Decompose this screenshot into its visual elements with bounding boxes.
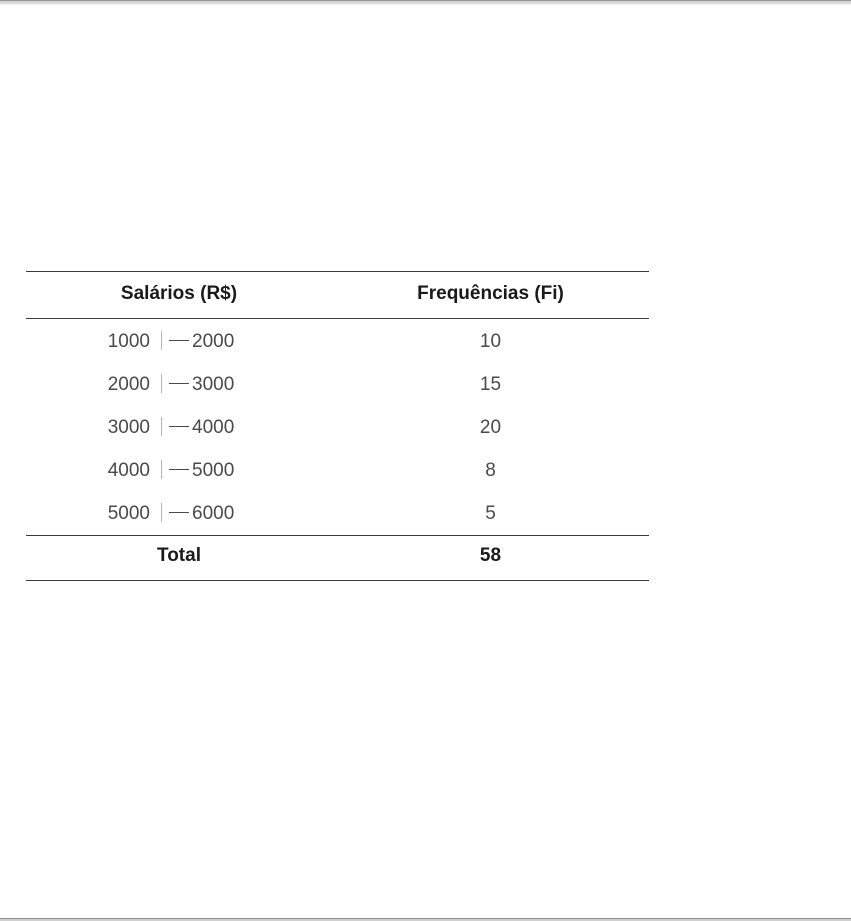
salary-interval [108, 503, 235, 525]
interval-closed-mark [161, 331, 162, 350]
interval-closed-mark [161, 374, 162, 393]
total-value: 58 [332, 536, 649, 581]
interval-dash [169, 426, 189, 427]
interval-upper-bound: 3000 [192, 373, 235, 395]
interval-closed-mark [161, 460, 162, 479]
frequency-cell: 5 [485, 502, 496, 524]
salary-interval-cell [26, 363, 332, 406]
salary-interval [108, 417, 235, 439]
interval-lower-bound: 2000 [107, 373, 150, 395]
table-row [26, 406, 649, 449]
interval-lower-bound: 3000 [107, 416, 150, 438]
salary-interval-cell [26, 319, 332, 364]
interval-upper-bound: 5000 [192, 459, 235, 481]
salary-interval-cell [26, 492, 332, 536]
bottom-border [0, 914, 851, 921]
frequency-cell: 20 [479, 416, 502, 438]
frequency-table [26, 271, 649, 581]
interval-upper-bound: 4000 [192, 416, 235, 438]
total-label: Total [26, 536, 332, 581]
frequency-cell: 10 [479, 330, 502, 352]
table-row [26, 363, 649, 406]
table-row [26, 449, 649, 492]
table-row [26, 319, 649, 364]
interval-upper-bound: 2000 [192, 330, 235, 352]
interval-dash [169, 469, 189, 470]
salary-interval [108, 374, 235, 396]
interval-lower-bound: 5000 [107, 502, 150, 524]
salary-interval [108, 331, 235, 353]
total-row [26, 536, 649, 581]
interval-dash [169, 512, 189, 513]
interval-closed-mark [161, 503, 162, 522]
salary-interval [108, 460, 235, 482]
salary-column-header: Salários (R$) [26, 272, 332, 319]
frequency-cell: 8 [485, 459, 496, 481]
table-row [26, 492, 649, 536]
salary-interval-cell [26, 406, 332, 449]
frequency-column-header: Frequências (Fi) [332, 272, 649, 319]
interval-lower-bound: 1000 [107, 330, 150, 352]
interval-dash [169, 383, 189, 384]
interval-closed-mark [161, 417, 162, 436]
interval-dash [169, 340, 189, 341]
interval-lower-bound: 4000 [107, 459, 150, 481]
top-border [0, 0, 851, 5]
table-header-row [26, 272, 649, 319]
salary-interval-cell [26, 449, 332, 492]
interval-upper-bound: 6000 [192, 502, 235, 524]
frequency-cell: 15 [479, 373, 502, 395]
